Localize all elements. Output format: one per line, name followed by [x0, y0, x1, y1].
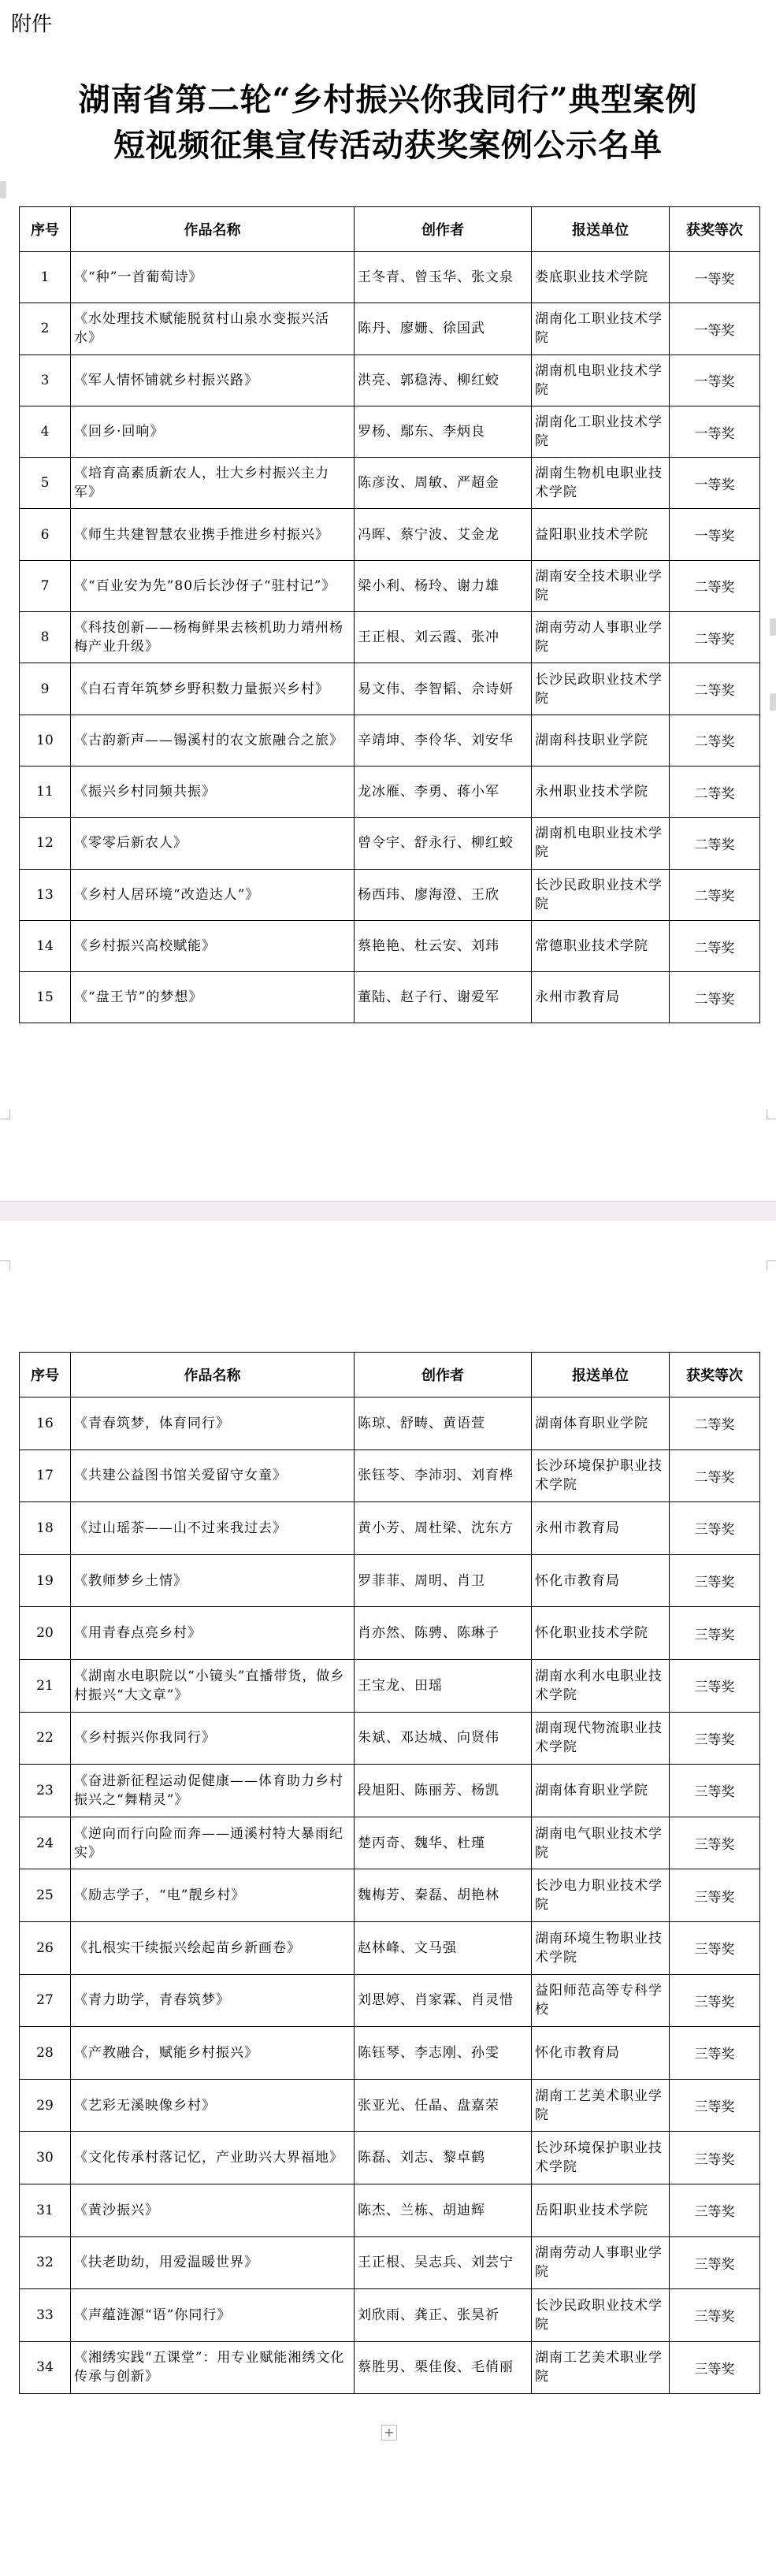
creators: 曾令宇、舒永行、柳红蛟: [355, 818, 532, 869]
work-title: 《黄沙振兴》: [71, 2184, 355, 2236]
submitting-unit: 湖南安全技术职业学院: [532, 560, 670, 611]
submitting-unit: 岳阳职业技术学院: [532, 2184, 670, 2236]
submitting-unit: 湖南劳动人事职业学院: [532, 612, 670, 663]
creators: 王冬青、曾玉华、张文泉: [355, 252, 532, 303]
award-level: 一等奖: [670, 252, 760, 303]
table-body: [20, 1397, 760, 2394]
row-number: 12: [20, 818, 71, 869]
work-title: 《师生共建智慧农业携手推进乡村振兴》: [71, 509, 355, 560]
creators: 陈磊、刘志、黎卓鹤: [355, 2132, 532, 2184]
creators: 辛靖坤、李伶华、刘安华: [355, 715, 532, 766]
right-margin-marker: [770, 618, 776, 636]
work-title: 《湘绣实践“五课堂”：用专业赋能湘绣文化传承与创新》: [71, 2341, 355, 2394]
creators: 朱斌、邓达城、向贤伟: [355, 1712, 532, 1765]
work-title: 《过山瑶茶——山不过来我过去》: [71, 1502, 355, 1555]
table-row: [20, 1869, 760, 1922]
row-number: 4: [20, 406, 71, 457]
work-title: 《艺彩无溪映像乡村》: [71, 2079, 355, 2132]
col-header-number: 序号: [20, 1353, 71, 1397]
work-title: 《青力助学，青春筑梦》: [71, 1974, 355, 2027]
submitting-unit: 湖南化工职业技术学院: [532, 406, 670, 457]
award-level: 二等奖: [670, 715, 760, 766]
award-level: 三等奖: [670, 2079, 760, 2132]
creators: 王正根、刘云霞、张冲: [355, 612, 532, 663]
submitting-unit: 常德职业技术学院: [532, 920, 670, 971]
work-title: 《文化传承村落记忆，产业助兴大界福地》: [71, 2132, 355, 2184]
table-row: [20, 1607, 760, 1660]
work-title: 《水处理技术赋能脱贫村山泉水变振兴活水》: [71, 303, 355, 354]
creators: 蔡胜男、栗佳俊、毛俏丽: [355, 2341, 532, 2394]
submitting-unit: 长沙民政职业技术学院: [532, 663, 670, 715]
award-level: 三等奖: [670, 2184, 760, 2236]
work-title: 《乡村振兴你我同行》: [71, 1712, 355, 1765]
creators: 易文伟、李智韬、佘诗妍: [355, 663, 532, 715]
work-title: 《用青春点亮乡村》: [71, 1607, 355, 1660]
row-number: 8: [20, 612, 71, 663]
creators: 杨西玮、廖海澄、王欣: [355, 869, 532, 920]
table-row: [20, 354, 760, 406]
creators: 张钰苓、李沛羽、刘育桦: [355, 1449, 532, 1502]
row-number: 18: [20, 1502, 71, 1555]
award-level: 三等奖: [670, 1712, 760, 1765]
table-row: [20, 560, 760, 611]
row-number: 26: [20, 1921, 71, 1974]
col-header-work: 作品名称: [71, 1353, 355, 1397]
work-title: 《乡村人居环境“改造达人”》: [71, 869, 355, 920]
creators: 罗杨、鄢东、李炳良: [355, 406, 532, 457]
submitting-unit: 长沙民政职业技术学院: [532, 2289, 670, 2342]
row-number: 9: [20, 663, 71, 715]
creators: 龙冰雁、李勇、蒋小军: [355, 766, 532, 817]
submitting-unit: 湖南机电职业技术学院: [532, 818, 670, 869]
work-title: 《培育高素质新农人，壮大乡村振兴主力军》: [71, 458, 355, 509]
row-number: 10: [20, 715, 71, 766]
award-level: 二等奖: [670, 663, 760, 715]
col-header-unit: 报送单位: [532, 1353, 670, 1397]
submitting-unit: 长沙环境保护职业技术学院: [532, 1449, 670, 1502]
attachment-label: 附件: [11, 13, 53, 36]
page-separator: [0, 1201, 776, 1223]
col-header-number: 序号: [20, 207, 71, 252]
award-level: 二等奖: [670, 1397, 760, 1450]
submitting-unit: 永州市教育局: [532, 1502, 670, 1555]
row-number: 33: [20, 2289, 71, 2342]
row-number: 13: [20, 869, 71, 920]
submitting-unit: 湖南工艺美术职业学院: [532, 2341, 670, 2394]
row-number: 11: [20, 766, 71, 817]
work-title: 《扶老助幼，用爱温暖世界》: [71, 2236, 355, 2289]
creators: 魏梅芳、秦磊、胡艳林: [355, 1869, 532, 1922]
work-title: 《乡村振兴高校赋能》: [71, 920, 355, 971]
submitting-unit: 湖南劳动人事职业学院: [532, 2236, 670, 2289]
row-number: 14: [20, 920, 71, 971]
work-title: 《励志学子，“电”靓乡村》: [71, 1869, 355, 1922]
table-row: [20, 1449, 760, 1502]
work-title: 《“盘王节”的梦想》: [71, 972, 355, 1023]
table-header-row: [20, 1353, 760, 1397]
col-header-work: 作品名称: [71, 207, 355, 252]
table-row: [20, 1502, 760, 1555]
submitting-unit: 湖南水利水电职业技术学院: [532, 1659, 670, 1712]
table-row: [20, 2184, 760, 2236]
award-level: 二等奖: [670, 612, 760, 663]
work-title: 《古韵新声——锡溪村的农文旅融合之旅》: [71, 715, 355, 766]
table-row: [20, 2079, 760, 2132]
award-level: 一等奖: [670, 354, 760, 406]
submitting-unit: 长沙民政职业技术学院: [532, 869, 670, 920]
award-table-page-2: [19, 1352, 760, 2394]
table-row: [20, 458, 760, 509]
work-title: 《振兴乡村同频共振》: [71, 766, 355, 817]
submitting-unit: 长沙电力职业技术学院: [532, 1869, 670, 1922]
award-level: 三等奖: [670, 1554, 760, 1607]
row-number: 28: [20, 2027, 71, 2080]
table-row: [20, 303, 760, 354]
submitting-unit: 怀化职业技术学院: [532, 1607, 670, 1660]
col-header-unit: 报送单位: [532, 207, 670, 252]
table-row: [20, 1397, 760, 1450]
row-number: 21: [20, 1659, 71, 1712]
table-row: [20, 406, 760, 457]
creators: 刘欣雨、龚正、张昊祈: [355, 2289, 532, 2342]
creators: 王正根、吴志兵、刘芸宁: [355, 2236, 532, 2289]
creators: 陈丹、廖姗、徐国武: [355, 303, 532, 354]
award-level: 一等奖: [670, 458, 760, 509]
creators: 段旭阳、陈丽芳、杨凯: [355, 1765, 532, 1817]
page-corner-mark: [0, 1260, 10, 1271]
award-table-page-1: [19, 206, 760, 1023]
submitting-unit: 长沙环境保护职业技术学院: [532, 2132, 670, 2184]
award-level: 二等奖: [670, 972, 760, 1023]
submitting-unit: 湖南化工职业技术学院: [532, 303, 670, 354]
award-level: 三等奖: [670, 2027, 760, 2080]
work-title: 《湖南水电职院以“小镜头”直播带货，做乡村振兴“大文章”》: [71, 1659, 355, 1712]
row-number: 6: [20, 509, 71, 560]
creators: 赵林峰、文马强: [355, 1921, 532, 1974]
award-level: 二等奖: [670, 560, 760, 611]
table-row: [20, 766, 760, 817]
creators: 张亚光、任晶、盘嘉荣: [355, 2079, 532, 2132]
row-number: 16: [20, 1397, 71, 1450]
award-level: 二等奖: [670, 869, 760, 920]
table-row: [20, 2289, 760, 2342]
table-row: [20, 2132, 760, 2184]
row-number: 23: [20, 1765, 71, 1817]
table-row: [20, 1921, 760, 1974]
col-header-creators: 创作者: [355, 207, 532, 252]
work-title: 《回乡·回响》: [71, 406, 355, 457]
submitting-unit: 湖南体育职业学院: [532, 1397, 670, 1450]
award-level: 三等奖: [670, 2289, 760, 2342]
table-row: [20, 1712, 760, 1765]
award-level: 二等奖: [670, 920, 760, 971]
col-header-award: 获奖等次: [670, 207, 760, 252]
submitting-unit: 湖南环境生物职业技术学院: [532, 1921, 670, 1974]
add-page-button[interactable]: +: [381, 2425, 397, 2441]
table-header-row: [20, 207, 760, 252]
work-title: 《“种”一首葡萄诗》: [71, 252, 355, 303]
table-row: [20, 972, 760, 1023]
table-row: [20, 1817, 760, 1869]
award-level: 一等奖: [670, 509, 760, 560]
award-level: 三等奖: [670, 2132, 760, 2184]
submitting-unit: 益阳职业技术学院: [532, 509, 670, 560]
table-row: [20, 869, 760, 920]
award-level: 一等奖: [670, 303, 760, 354]
submitting-unit: 益阳师范高等专科学校: [532, 1974, 670, 2027]
creators: 董陆、赵子行、谢爱军: [355, 972, 532, 1023]
award-level: 三等奖: [670, 2236, 760, 2289]
creators: 王宝龙、田瑶: [355, 1659, 532, 1712]
table-row: [20, 2236, 760, 2289]
page-corner-mark: [0, 1109, 10, 1119]
submitting-unit: 怀化市教育局: [532, 2027, 670, 2080]
award-level: 三等奖: [670, 1817, 760, 1869]
table-row: [20, 1659, 760, 1712]
award-level: 三等奖: [670, 2341, 760, 2394]
table-row: [20, 612, 760, 663]
row-number: 1: [20, 252, 71, 303]
award-level: 三等奖: [670, 1869, 760, 1922]
row-number: 22: [20, 1712, 71, 1765]
row-number: 31: [20, 2184, 71, 2236]
table-row: [20, 2027, 760, 2080]
work-title: 《青春筑梦，体育同行》: [71, 1397, 355, 1450]
table-row: [20, 818, 760, 869]
award-level: 三等奖: [670, 1607, 760, 1660]
row-number: 19: [20, 1554, 71, 1607]
row-number: 15: [20, 972, 71, 1023]
submitting-unit: 娄底职业技术学院: [532, 252, 670, 303]
table-row: [20, 715, 760, 766]
creators: 刘思婷、肖家霖、肖灵惜: [355, 1974, 532, 2027]
creators: 梁小利、杨玲、谢力雄: [355, 560, 532, 611]
award-level: 二等奖: [670, 818, 760, 869]
row-number: 7: [20, 560, 71, 611]
work-title: 《军人情怀铺就乡村振兴路》: [71, 354, 355, 406]
work-title: 《产教融合，赋能乡村振兴》: [71, 2027, 355, 2080]
table-row: [20, 2341, 760, 2394]
work-title: 《声蕴涟源“语”你同行》: [71, 2289, 355, 2342]
submitting-unit: 湖南机电职业技术学院: [532, 354, 670, 406]
document-title-line-1: 湖南省第二轮“乡村振兴你我同行”典型案例: [78, 81, 698, 118]
row-number: 2: [20, 303, 71, 354]
submitting-unit: 湖南体育职业学院: [532, 1765, 670, 1817]
work-title: 《“百业安为先”80后长沙伢子“驻村记”》: [71, 560, 355, 611]
award-level: 三等奖: [670, 1921, 760, 1974]
submitting-unit: 永州职业技术学院: [532, 766, 670, 817]
creators: 楚丙奇、魏华、杜瑾: [355, 1817, 532, 1869]
work-title: 《白石青年筑梦乡野积数力量振兴乡村》: [71, 663, 355, 715]
table-row: [20, 1974, 760, 2027]
table-row: [20, 1554, 760, 1607]
table-row: [20, 920, 760, 971]
submitting-unit: 湖南生物机电职业技术学院: [532, 458, 670, 509]
col-header-award: 获奖等次: [670, 1353, 760, 1397]
creators: 陈彦汝、周敏、严超金: [355, 458, 532, 509]
page-corner-mark: [767, 1260, 776, 1271]
creators: 黄小芳、周杜梁、沈东方: [355, 1502, 532, 1555]
table-row: [20, 252, 760, 303]
submitting-unit: 永州市教育局: [532, 972, 670, 1023]
row-number: 30: [20, 2132, 71, 2184]
award-level: 一等奖: [670, 406, 760, 457]
creators: 洪亮、郭稳涛、柳红蛟: [355, 354, 532, 406]
award-level: 二等奖: [670, 766, 760, 817]
row-number: 17: [20, 1449, 71, 1502]
row-number: 29: [20, 2079, 71, 2132]
creators: 冯晖、蔡宁波、艾金龙: [355, 509, 532, 560]
submitting-unit: 湖南工艺美术职业学院: [532, 2079, 670, 2132]
table-row: [20, 1765, 760, 1817]
creators: 肖亦然、陈骋、陈琳子: [355, 1607, 532, 1660]
col-header-creators: 创作者: [355, 1353, 532, 1397]
award-level: 二等奖: [670, 1449, 760, 1502]
award-level: 三等奖: [670, 1974, 760, 2027]
row-number: 25: [20, 1869, 71, 1922]
work-title: 《零零后新农人》: [71, 818, 355, 869]
table-row: [20, 663, 760, 715]
page-corner-mark: [767, 1109, 776, 1119]
creators: 蔡艳艳、杜云安、刘玮: [355, 920, 532, 971]
creators: 罗菲菲、周明、肖卫: [355, 1554, 532, 1607]
row-number: 24: [20, 1817, 71, 1869]
left-margin-marker: [0, 181, 6, 199]
row-number: 3: [20, 354, 71, 406]
award-level: 三等奖: [670, 1765, 760, 1817]
submitting-unit: 湖南电气职业技术学院: [532, 1817, 670, 1869]
work-title: 《奋进新征程运动促健康——体育助力乡村振兴之“舞精灵”》: [71, 1765, 355, 1817]
work-title: 《扎根实干续振兴绘起苗乡新画卷》: [71, 1921, 355, 1974]
table-body: [20, 252, 760, 1023]
submitting-unit: 湖南科技职业学院: [532, 715, 670, 766]
row-number: 20: [20, 1607, 71, 1660]
work-title: 《教师梦乡土情》: [71, 1554, 355, 1607]
work-title: 《共建公益图书馆关爱留守女童》: [71, 1449, 355, 1502]
document-title-line-2: 短视频征集宣传活动获奖案例公示名单: [113, 127, 663, 164]
award-level: 三等奖: [670, 1502, 760, 1555]
row-number: 34: [20, 2341, 71, 2394]
row-number: 27: [20, 1974, 71, 2027]
submitting-unit: 怀化市教育局: [532, 1554, 670, 1607]
creators: 陈琼、舒畴、黄语萱: [355, 1397, 532, 1450]
work-title: 《逆向而行向险而奔——通溪村特大暴雨纪实》: [71, 1817, 355, 1869]
table-row: [20, 509, 760, 560]
work-title: 《科技创新——杨梅鲜果去核机助力靖州杨梅产业升级》: [71, 612, 355, 663]
creators: 陈杰、兰栋、胡迪辉: [355, 2184, 532, 2236]
award-level: 三等奖: [670, 1659, 760, 1712]
row-number: 5: [20, 458, 71, 509]
row-number: 32: [20, 2236, 71, 2289]
creators: 陈钰琴、李志刚、孙雯: [355, 2027, 532, 2080]
submitting-unit: 湖南现代物流职业技术学院: [532, 1712, 670, 1765]
right-margin-marker: [770, 693, 776, 711]
